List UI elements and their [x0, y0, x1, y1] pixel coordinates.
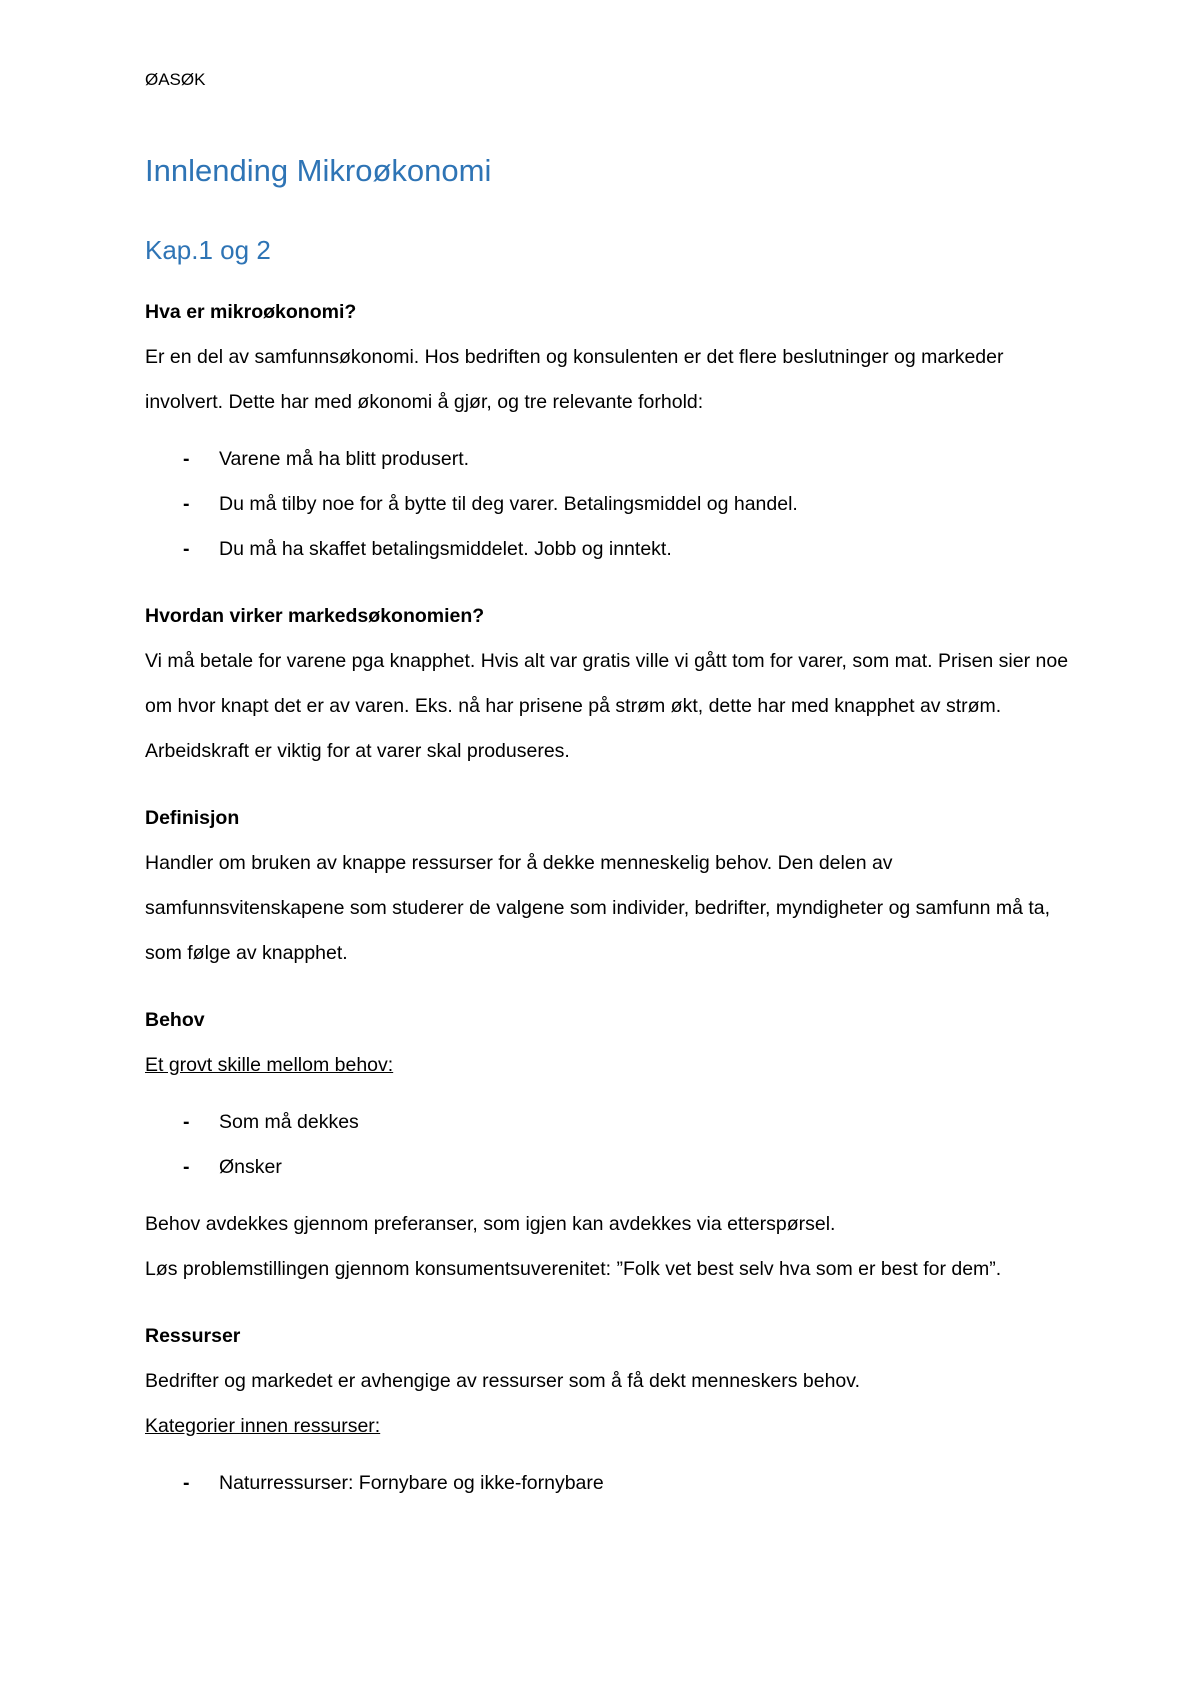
dash-bullet: - — [183, 1111, 190, 1133]
underlined-subheading: Kategorier innen ressurser: — [145, 1415, 381, 1437]
section-heading: Definisjon — [145, 807, 240, 829]
dash-bullet: - — [183, 493, 190, 515]
dash-bullet: - — [183, 1156, 190, 1178]
bullet-list — [145, 1461, 1075, 1506]
list-item-text: Ønsker — [219, 1156, 282, 1178]
section-paragraph: Vi må betale for varene pga knapphet. Hvis alt var gratis ville vi gått tom for varer, som mat. Prisen sier noe om hvor knapt det er av varen. Eks. nå har prisene på strøm økt, dette har med knapphet av strøm. Arbeidskraft er viktig for at varer skal produseres. — [145, 650, 1069, 762]
section-markedsokonomi — [145, 594, 1075, 774]
section-definisjon — [145, 796, 1075, 976]
dash-bullet: - — [183, 448, 190, 470]
list-item — [145, 527, 1075, 572]
section-behov — [145, 998, 1075, 1292]
document-page — [145, 70, 1075, 1518]
section-paragraph: Er en del av samfunnsøkonomi. Hos bedriften og konsulenten er det flere beslutninger og markeder involvert. Dette har med økonomi å gjør, og tre relevante forhold: — [145, 346, 1004, 413]
list-item-text: Varene må ha blitt produsert. — [219, 448, 470, 470]
document-subtitle: Kap.1 og 2 — [145, 235, 271, 265]
section-heading: Behov — [145, 1009, 205, 1031]
list-item — [145, 482, 1075, 527]
section-heading: Hva er mikroøkonomi? — [145, 301, 357, 323]
list-item-text: Du må tilby noe for å bytte til deg varer. Betalingsmiddel og handel. — [219, 493, 798, 515]
bullet-list — [145, 437, 1075, 572]
section-ressurser — [145, 1314, 1075, 1506]
list-item — [145, 1100, 1075, 1145]
section-heading: Hvordan virker markedsøkonomien? — [145, 605, 485, 627]
section-mikrookonomi — [145, 290, 1075, 572]
dash-bullet: - — [183, 1472, 190, 1494]
section-paragraph: Behov avdekkes gjennom preferanser, som igjen kan avdekkes via etterspørsel. — [145, 1213, 836, 1235]
list-item — [145, 1461, 1075, 1506]
document-title: Innlending Mikroøkonomi — [145, 153, 492, 188]
dash-bullet: - — [183, 538, 190, 560]
list-item-text: Naturressurser: Fornybare og ikke-fornybare — [219, 1472, 604, 1494]
underlined-subheading: Et grovt skille mellom behov: — [145, 1054, 394, 1076]
section-paragraph: Løs problemstillingen gjennom konsumentsuverenitet: ”Folk vet best selv hva som er best for dem”. — [145, 1258, 1002, 1280]
list-item-text: Du må ha skaffet betalingsmiddelet. Jobb og inntekt. — [219, 538, 672, 560]
section-paragraph: Bedrifter og markedet er avhengige av ressurser som å få dekt menneskers behov. — [145, 1370, 860, 1392]
bullet-list — [145, 1100, 1075, 1190]
list-item — [145, 437, 1075, 482]
list-item-text: Som må dekkes — [219, 1111, 359, 1133]
page-header: ØASØK — [145, 70, 206, 89]
section-heading: Ressurser — [145, 1325, 241, 1347]
list-item — [145, 1145, 1075, 1190]
section-paragraph: Handler om bruken av knappe ressurser for å dekke menneskelig behov. Den delen av samfunnsvitenskapene som studerer de valgene som individer, bedrifter, myndigheter og samfunn må ta, som følge av knapphet. — [145, 852, 1051, 964]
